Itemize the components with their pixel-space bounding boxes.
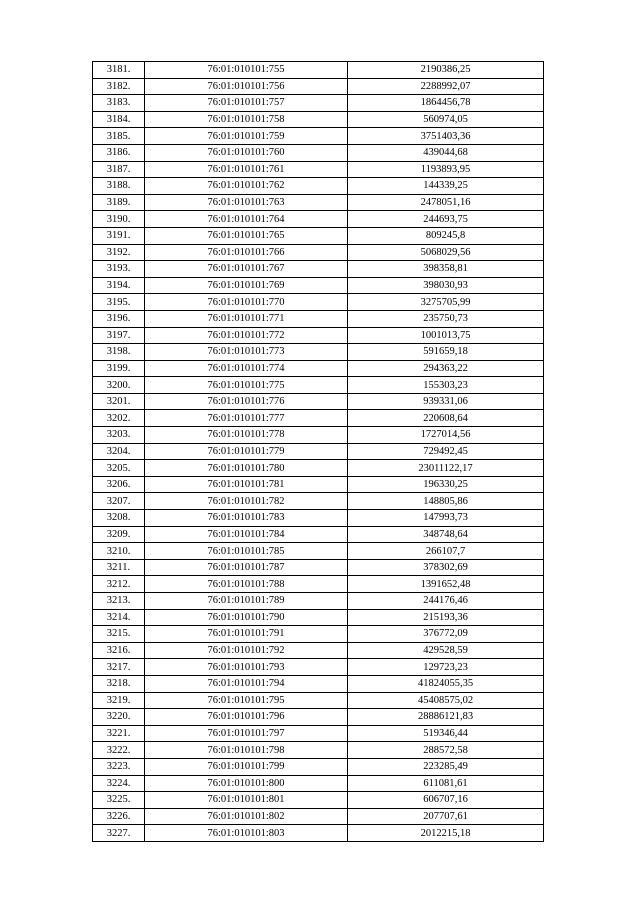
cadastral-number-cell: 76:01:010101:790 [145, 609, 348, 626]
cadastral-value-cell: 223285,49 [348, 758, 544, 775]
table-row [93, 261, 544, 278]
table-row [93, 393, 544, 410]
table-row [93, 78, 544, 95]
table-row [93, 758, 544, 775]
cadastral-value-cell: 3275705,99 [348, 294, 544, 311]
table-row [93, 377, 544, 394]
cadastral-value-cell: 429528,59 [348, 642, 544, 659]
table-row [93, 642, 544, 659]
cadastral-number-cell: 76:01:010101:770 [145, 294, 348, 311]
row-number-cell: 3222. [93, 742, 145, 759]
table-row [93, 493, 544, 510]
cadastral-value-table [92, 61, 544, 842]
cadastral-value-cell: 591659,18 [348, 344, 544, 361]
cadastral-value-cell: 244176,46 [348, 593, 544, 610]
table-row [93, 277, 544, 294]
cadastral-number-cell: 76:01:010101:757 [145, 95, 348, 112]
cadastral-value-cell: 196330,25 [348, 476, 544, 493]
cadastral-number-cell: 76:01:010101:791 [145, 626, 348, 643]
table-row [93, 709, 544, 726]
row-number-cell: 3192. [93, 244, 145, 261]
cadastral-value-cell: 560974,05 [348, 111, 544, 128]
table-row [93, 460, 544, 477]
row-number-cell: 3182. [93, 78, 145, 95]
cadastral-number-cell: 76:01:010101:799 [145, 758, 348, 775]
cadastral-number-cell: 76:01:010101:793 [145, 659, 348, 676]
cadastral-number-cell: 76:01:010101:764 [145, 211, 348, 228]
table-row [93, 742, 544, 759]
row-number-cell: 3190. [93, 211, 145, 228]
table-row [93, 675, 544, 692]
cadastral-value-cell: 288572,58 [348, 742, 544, 759]
table-row [93, 692, 544, 709]
cadastral-number-cell: 76:01:010101:772 [145, 327, 348, 344]
table-row [93, 593, 544, 610]
table-row [93, 178, 544, 195]
table-row [93, 576, 544, 593]
cadastral-number-cell: 76:01:010101:771 [145, 310, 348, 327]
cadastral-number-cell: 76:01:010101:758 [145, 111, 348, 128]
cadastral-number-cell: 76:01:010101:802 [145, 808, 348, 825]
row-number-cell: 3189. [93, 194, 145, 211]
cadastral-value-cell: 235750,73 [348, 310, 544, 327]
cadastral-value-cell: 729492,45 [348, 443, 544, 460]
row-number-cell: 3214. [93, 609, 145, 626]
cadastral-value-cell: 348748,64 [348, 526, 544, 543]
row-number-cell: 3202. [93, 410, 145, 427]
cadastral-value-cell: 220608,64 [348, 410, 544, 427]
cadastral-value-cell: 1391652,48 [348, 576, 544, 593]
row-number-cell: 3191. [93, 227, 145, 244]
cadastral-value-cell: 378302,69 [348, 559, 544, 576]
row-number-cell: 3205. [93, 460, 145, 477]
row-number-cell: 3193. [93, 261, 145, 278]
cadastral-value-cell: 23011122,17 [348, 460, 544, 477]
table-row [93, 609, 544, 626]
row-number-cell: 3218. [93, 675, 145, 692]
row-number-cell: 3184. [93, 111, 145, 128]
cadastral-value-cell: 294363,22 [348, 360, 544, 377]
table-row [93, 95, 544, 112]
cadastral-value-cell: 3751403,36 [348, 128, 544, 145]
table-row [93, 244, 544, 261]
row-number-cell: 3206. [93, 476, 145, 493]
row-number-cell: 3216. [93, 642, 145, 659]
cadastral-number-cell: 76:01:010101:783 [145, 510, 348, 527]
table-row [93, 825, 544, 842]
cadastral-value-cell: 5068029,56 [348, 244, 544, 261]
row-number-cell: 3226. [93, 808, 145, 825]
table-row [93, 808, 544, 825]
row-number-cell: 3204. [93, 443, 145, 460]
table-row [93, 626, 544, 643]
cadastral-value-cell: 939331,06 [348, 393, 544, 410]
cadastral-number-cell: 76:01:010101:788 [145, 576, 348, 593]
row-number-cell: 3185. [93, 128, 145, 145]
table-row [93, 211, 544, 228]
cadastral-value-cell: 155303,23 [348, 377, 544, 394]
row-number-cell: 3217. [93, 659, 145, 676]
table-row [93, 294, 544, 311]
cadastral-number-cell: 76:01:010101:789 [145, 593, 348, 610]
table-row [93, 792, 544, 809]
row-number-cell: 3223. [93, 758, 145, 775]
cadastral-value-cell: 1864456,78 [348, 95, 544, 112]
cadastral-value-cell: 398358,81 [348, 261, 544, 278]
cadastral-number-cell: 76:01:010101:787 [145, 559, 348, 576]
row-number-cell: 3208. [93, 510, 145, 527]
row-number-cell: 3183. [93, 95, 145, 112]
table-row [93, 144, 544, 161]
cadastral-number-cell: 76:01:010101:763 [145, 194, 348, 211]
cadastral-number-cell: 76:01:010101:766 [145, 244, 348, 261]
cadastral-number-cell: 76:01:010101:761 [145, 161, 348, 178]
cadastral-number-cell: 76:01:010101:780 [145, 460, 348, 477]
cadastral-value-cell: 2190386,25 [348, 62, 544, 79]
cadastral-number-cell: 76:01:010101:800 [145, 775, 348, 792]
row-number-cell: 3209. [93, 526, 145, 543]
table-row [93, 659, 544, 676]
table-row [93, 194, 544, 211]
row-number-cell: 3203. [93, 427, 145, 444]
cadastral-number-cell: 76:01:010101:759 [145, 128, 348, 145]
table-row [93, 128, 544, 145]
cadastral-value-cell: 611081,61 [348, 775, 544, 792]
table-row [93, 510, 544, 527]
row-number-cell: 3196. [93, 310, 145, 327]
cadastral-value-cell: 2288992,07 [348, 78, 544, 95]
table-row [93, 161, 544, 178]
cadastral-number-cell: 76:01:010101:760 [145, 144, 348, 161]
cadastral-number-cell: 76:01:010101:795 [145, 692, 348, 709]
cadastral-value-cell: 144339,25 [348, 178, 544, 195]
table-row [93, 775, 544, 792]
cadastral-number-cell: 76:01:010101:756 [145, 78, 348, 95]
cadastral-number-cell: 76:01:010101:767 [145, 261, 348, 278]
table-row [93, 427, 544, 444]
table-row [93, 227, 544, 244]
row-number-cell: 3181. [93, 62, 145, 79]
cadastral-value-cell: 266107,7 [348, 543, 544, 560]
cadastral-number-cell: 76:01:010101:778 [145, 427, 348, 444]
cadastral-number-cell: 76:01:010101:762 [145, 178, 348, 195]
cadastral-number-cell: 76:01:010101:782 [145, 493, 348, 510]
row-number-cell: 3224. [93, 775, 145, 792]
row-number-cell: 3225. [93, 792, 145, 809]
cadastral-number-cell: 76:01:010101:792 [145, 642, 348, 659]
table-body [93, 62, 544, 842]
cadastral-value-cell: 215193,36 [348, 609, 544, 626]
cadastral-number-cell: 76:01:010101:797 [145, 725, 348, 742]
table-row [93, 111, 544, 128]
cadastral-value-cell: 398030,93 [348, 277, 544, 294]
row-number-cell: 3207. [93, 493, 145, 510]
cadastral-value-cell: 148805,86 [348, 493, 544, 510]
cadastral-number-cell: 76:01:010101:784 [145, 526, 348, 543]
row-number-cell: 3220. [93, 709, 145, 726]
cadastral-number-cell: 76:01:010101:776 [145, 393, 348, 410]
cadastral-number-cell: 76:01:010101:798 [145, 742, 348, 759]
cadastral-value-cell: 376772,09 [348, 626, 544, 643]
cadastral-number-cell: 76:01:010101:773 [145, 344, 348, 361]
table-row [93, 360, 544, 377]
table-row [93, 476, 544, 493]
table-row [93, 327, 544, 344]
cadastral-number-cell: 76:01:010101:794 [145, 675, 348, 692]
cadastral-value-cell: 439044,68 [348, 144, 544, 161]
row-number-cell: 3186. [93, 144, 145, 161]
row-number-cell: 3200. [93, 377, 145, 394]
table-row [93, 725, 544, 742]
cadastral-number-cell: 76:01:010101:769 [145, 277, 348, 294]
cadastral-number-cell: 76:01:010101:801 [145, 792, 348, 809]
table-row [93, 344, 544, 361]
table-row [93, 526, 544, 543]
cadastral-value-cell: 1001013,75 [348, 327, 544, 344]
cadastral-value-cell: 2478051,16 [348, 194, 544, 211]
row-number-cell: 3210. [93, 543, 145, 560]
row-number-cell: 3188. [93, 178, 145, 195]
cadastral-value-cell: 45408575,02 [348, 692, 544, 709]
cadastral-value-cell: 1727014,56 [348, 427, 544, 444]
cadastral-value-cell: 1193893,95 [348, 161, 544, 178]
cadastral-number-cell: 76:01:010101:765 [145, 227, 348, 244]
table-row [93, 543, 544, 560]
cadastral-value-cell: 129723,23 [348, 659, 544, 676]
cadastral-value-cell: 28886121,83 [348, 709, 544, 726]
row-number-cell: 3211. [93, 559, 145, 576]
row-number-cell: 3198. [93, 344, 145, 361]
row-number-cell: 3194. [93, 277, 145, 294]
row-number-cell: 3212. [93, 576, 145, 593]
table-row [93, 62, 544, 79]
cadastral-value-cell: 41824055,35 [348, 675, 544, 692]
row-number-cell: 3195. [93, 294, 145, 311]
row-number-cell: 3219. [93, 692, 145, 709]
cadastral-number-cell: 76:01:010101:774 [145, 360, 348, 377]
table-row [93, 410, 544, 427]
cadastral-number-cell: 76:01:010101:785 [145, 543, 348, 560]
cadastral-number-cell: 76:01:010101:779 [145, 443, 348, 460]
cadastral-value-cell: 2012215,18 [348, 825, 544, 842]
row-number-cell: 3187. [93, 161, 145, 178]
row-number-cell: 3215. [93, 626, 145, 643]
cadastral-value-cell: 147993,73 [348, 510, 544, 527]
cadastral-number-cell: 76:01:010101:755 [145, 62, 348, 79]
cadastral-number-cell: 76:01:010101:775 [145, 377, 348, 394]
cadastral-value-cell: 244693,75 [348, 211, 544, 228]
cadastral-number-cell: 76:01:010101:803 [145, 825, 348, 842]
cadastral-value-cell: 606707,16 [348, 792, 544, 809]
cadastral-number-cell: 76:01:010101:796 [145, 709, 348, 726]
cadastral-number-cell: 76:01:010101:777 [145, 410, 348, 427]
cadastral-value-cell: 207707,61 [348, 808, 544, 825]
row-number-cell: 3221. [93, 725, 145, 742]
row-number-cell: 3213. [93, 593, 145, 610]
row-number-cell: 3197. [93, 327, 145, 344]
table-row [93, 559, 544, 576]
table-row [93, 310, 544, 327]
row-number-cell: 3201. [93, 393, 145, 410]
row-number-cell: 3227. [93, 825, 145, 842]
cadastral-number-cell: 76:01:010101:781 [145, 476, 348, 493]
cadastral-value-cell: 519346,44 [348, 725, 544, 742]
table-row [93, 443, 544, 460]
cadastral-value-cell: 809245,8 [348, 227, 544, 244]
row-number-cell: 3199. [93, 360, 145, 377]
